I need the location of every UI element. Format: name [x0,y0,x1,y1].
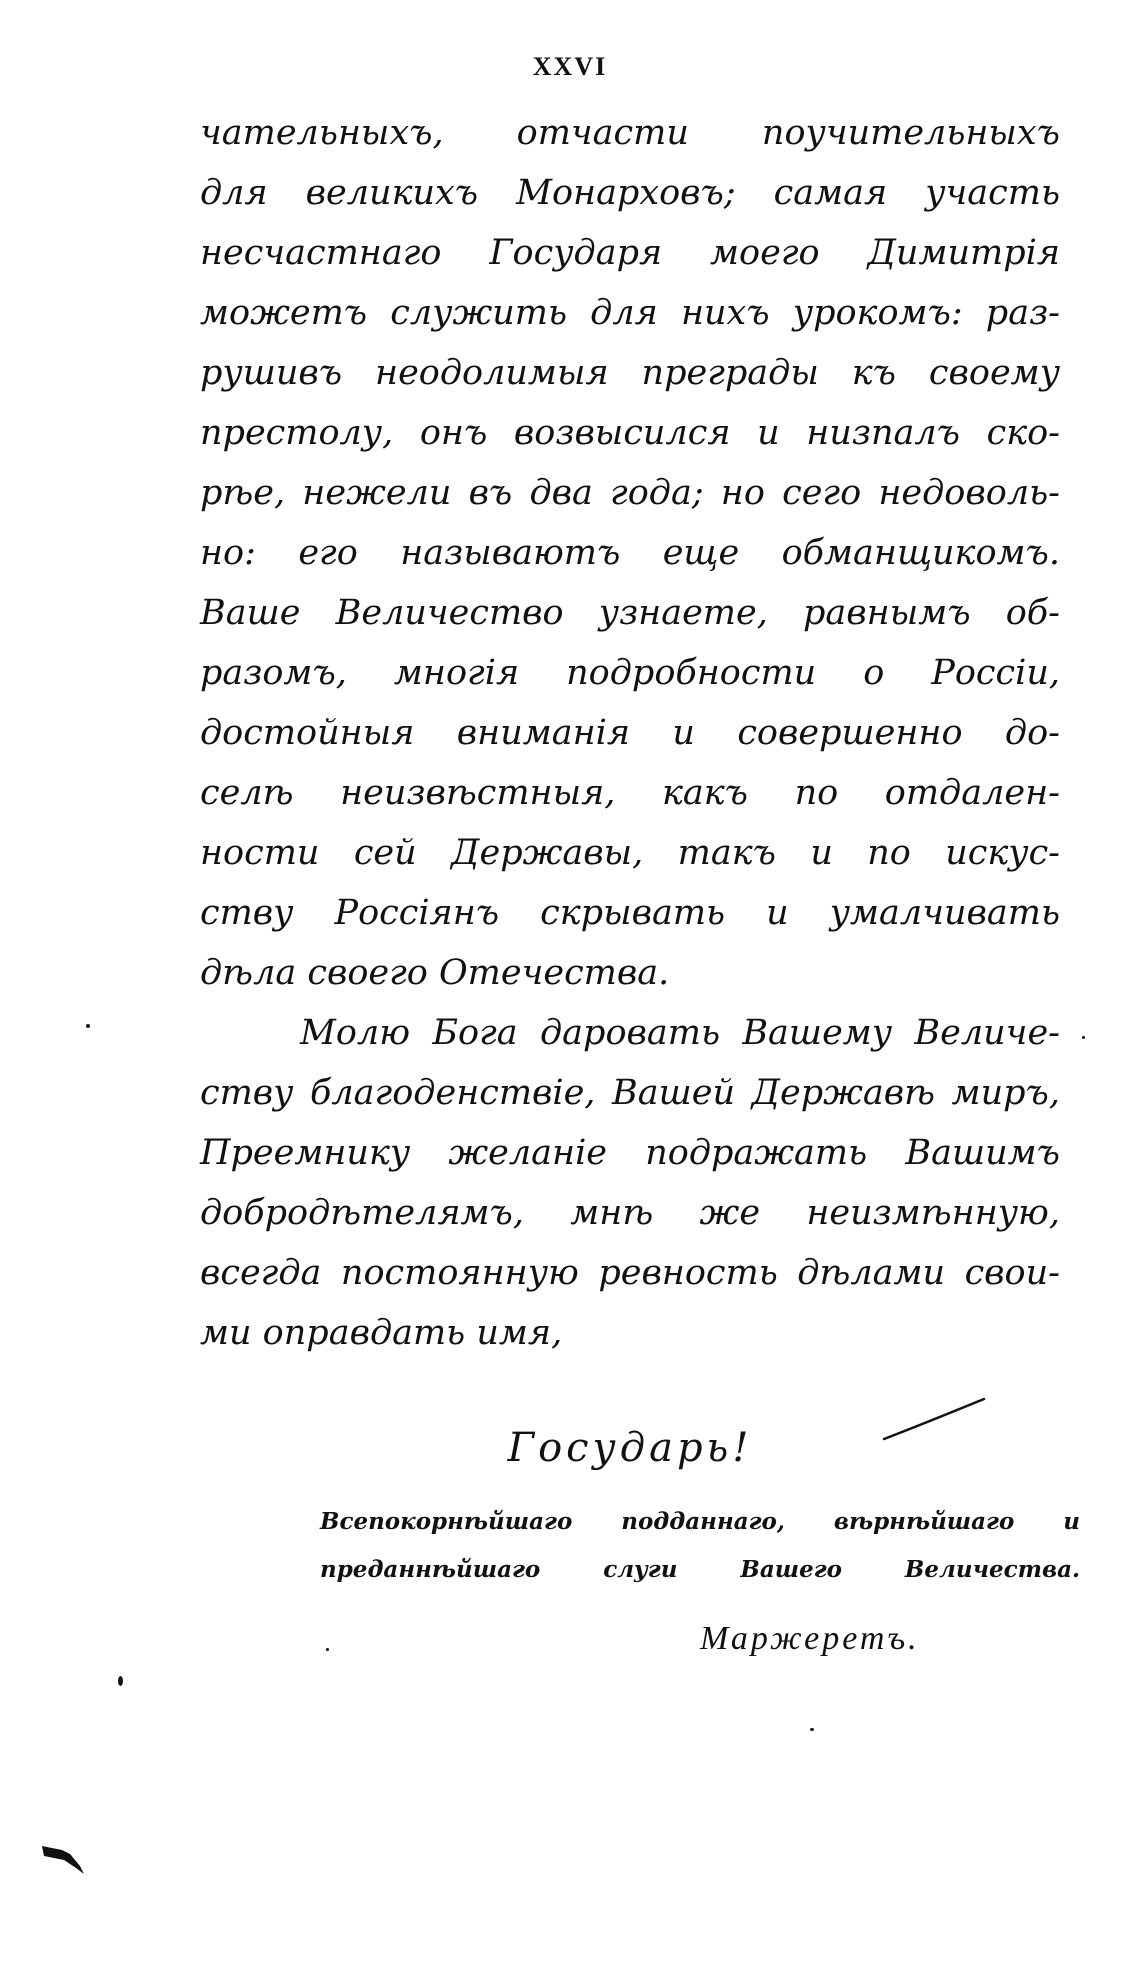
text-line: Ваше Величество узнаете, равнымъ об- [200,593,1060,633]
text-line: ности сей Державы, такъ и по искус- [200,833,1060,873]
text-line: чательныхъ, отчасти поучительныхъ [200,113,1060,153]
text-line: добродѣтелямъ, мнѣ же неизмѣнную, [200,1193,1060,1233]
text-line: рушивъ неодолимыя преграды къ своему [200,353,1060,393]
ink-speck [118,1676,123,1686]
ink-speck [810,1728,814,1731]
body-text [200,103,1060,1363]
text-line: достойныя вниманія и совершенно до- [200,713,1060,753]
closing-line-1: Всепокорнѣйшаго подданнаго, вѣрнѣйшаго и [320,1508,1080,1535]
text-line: но: его называютъ еще обманщикомъ. [200,533,1060,573]
closing-address: Государь! [507,1425,753,1471]
ink-blot-mark [40,1840,90,1880]
text-line: Преемнику желаніе подражать Вашимъ [200,1133,1060,1173]
text-line: престолу, онъ возвысился и низпалъ ско- [200,413,1060,453]
text-line: ству Россіянъ скрывать и умалчивать [200,893,1060,933]
ink-speck [86,1024,90,1028]
text-line: всегда постоянную ревность дѣлами свои- [200,1253,1060,1293]
closing-line-2: преданнѣйшаго слуги Вашего Величества. [320,1556,1080,1583]
text-line: Молю Бога даровать Вашему Величе- [300,1013,1060,1053]
text-line: дѣла своего Отечества. [200,953,670,993]
text-line: рѣе, нежели въ два года; но сего недоволь- [200,473,1060,513]
text-line: можетъ служить для нихъ урокомъ: раз- [200,293,1060,333]
signature: Маржеретъ. [700,1620,920,1657]
text-line: несчастнаго Государя моего Димитрія [200,233,1060,273]
text-line: для великихъ Монарховъ; самая участь [200,173,1060,213]
ink-speck [326,1648,329,1651]
text-line: ству благоденствіе, Вашей Державѣ миръ, [200,1073,1060,1113]
ink-speck [1082,1036,1085,1039]
text-line: разомъ, многія подробности о Россіи, [200,653,1060,693]
text-line: селѣ неизвѣстныя, какъ по отдален- [200,773,1060,813]
page-number: XXVI [532,52,608,81]
text-line: ми оправдать имя, [200,1313,563,1353]
